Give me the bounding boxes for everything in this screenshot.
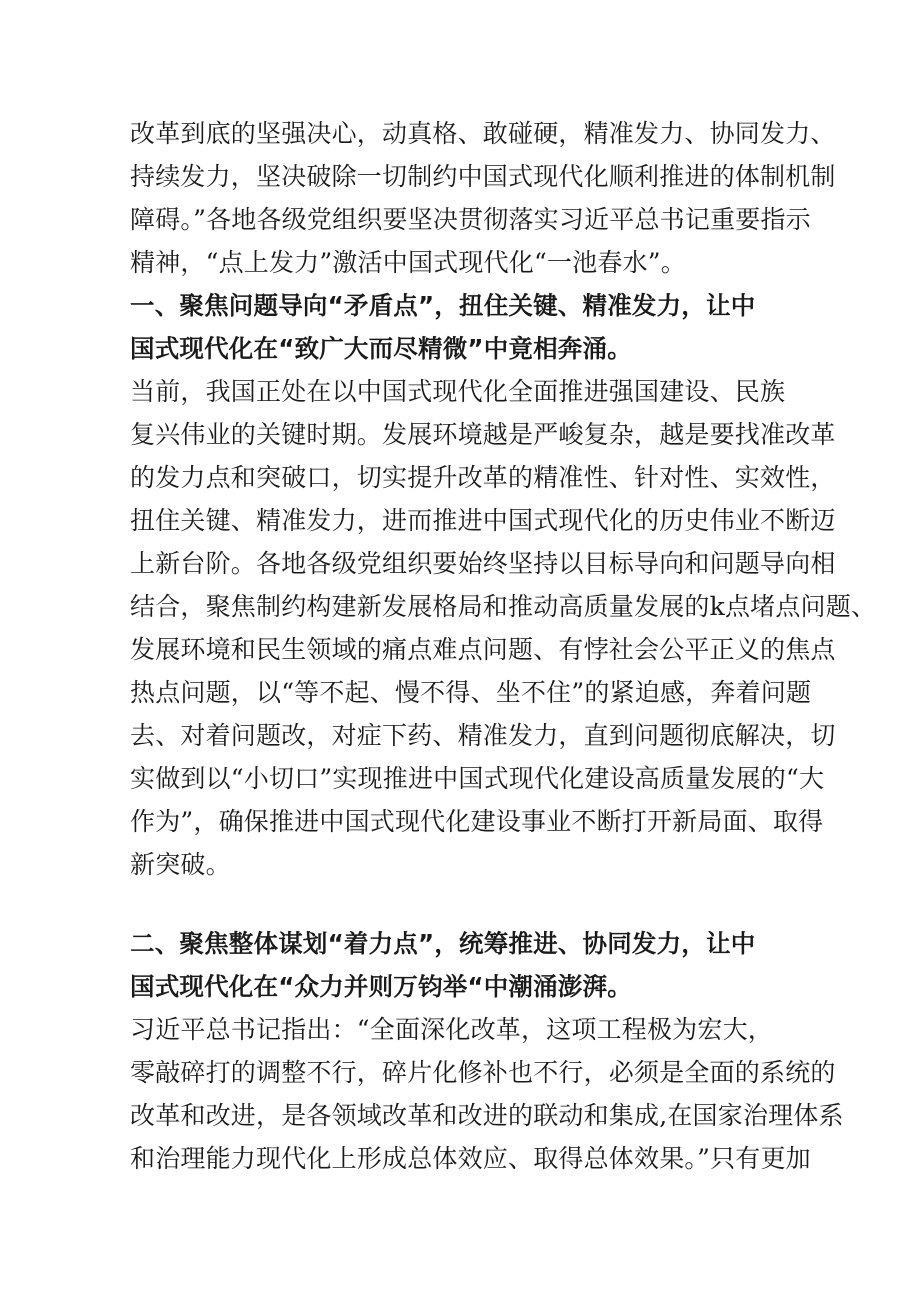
- section-heading: 国式现代化在“致广大而尽精微”中竟相奔涌。: [130, 334, 632, 363]
- text-line: 扭住关键、精准发力，进而推进中国式现代化的历史伟业不断迈: [130, 506, 836, 535]
- text-line: 去、对着问题改，对症下药、精准发力，直到问题彻底解决，切: [130, 721, 836, 750]
- text-line: 习近平总书记指出：“全面深化改革，这项工程极为宏大，: [130, 1015, 773, 1044]
- text-line: 复兴伟业的关键时期。发展环境越是严峻复杂，越是要找准改革: [130, 420, 836, 449]
- text-line: 结合，聚焦制约构建新发展格局和推动高质量发展的k点堵点问题、: [130, 592, 877, 621]
- text-line: 障碍。”各地各级党组织要坚决贯彻落实习近平总书记重要指示: [130, 205, 811, 234]
- text-line: 当前，我国正处在以中国式现代化全面推进强国建设、民族: [130, 377, 786, 406]
- section-heading: 二、聚焦整体谋划“着力点”，统筹推进、协同发力，让中: [130, 929, 756, 958]
- text-line: 实做到以“小切口”实现推进中国式现代化建设高质量发展的“大: [130, 764, 825, 793]
- section-heading: 一、聚焦问题导向“矛盾点”，扭住关键、精准发力，让中: [130, 291, 756, 320]
- text-line: 作为”，确保推进中国式现代化建设事业不断打开新局面、取得: [130, 807, 824, 836]
- text-line: 发展环境和民生领域的痛点难点问题、有悖社会公平正义的焦点: [130, 635, 836, 664]
- text-line: 和治理能力现代化上形成总体效应、取得总体效果。”只有更加: [130, 1144, 811, 1173]
- text-line: 热点问题，以“等不起、慢不得、坐不住”的紧迫感，奔着问题: [130, 678, 812, 707]
- text-line: 持续发力，坚决破除一切制约中国式现代化顺利推进的体制机制: [130, 162, 836, 191]
- text-line: 上新台阶。各地各级党组织要始终坚持以目标导向和问题导向相: [130, 549, 836, 578]
- text-line: 的发力点和突破口，切实提升改革的精准性、针对性、实效性，: [130, 463, 836, 492]
- text-line: 改革到底的坚强决心，动真格、敢碰硬，精准发力、协同发力、: [130, 119, 836, 148]
- text-line: 新突破。: [130, 850, 231, 879]
- section-heading: 国式现代化在“众力并则万钧举“中潮涌澎湃。: [130, 972, 632, 1001]
- text-line: 精神，“点上发力”激活中国式现代化“一池春水”。: [130, 248, 686, 277]
- text-line: 改革和改进，是各领域改革和改进的联动和集成,在国家治理体系: [130, 1101, 844, 1130]
- text-line: 零敲碎打的调整不行，碎片化修补也不行，必须是全面的系统的: [130, 1058, 836, 1087]
